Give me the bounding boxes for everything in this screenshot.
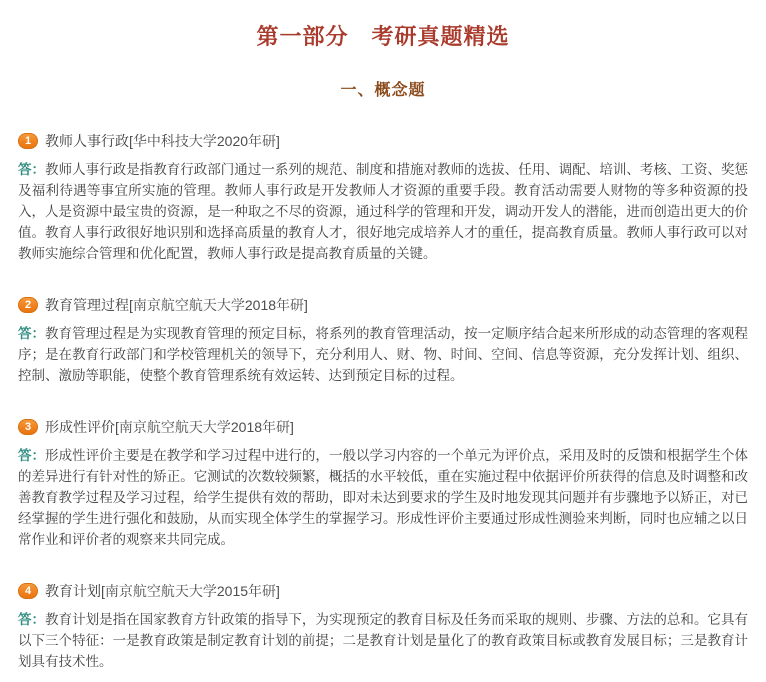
answer-label: 答： <box>18 448 46 463</box>
question-source: [南京航空航天大学2015年研] <box>101 583 280 599</box>
question-item-1 <box>18 132 748 264</box>
question-header <box>18 418 748 436</box>
question-number-badge: 1 <box>18 133 38 149</box>
answer-paragraph <box>18 323 748 386</box>
answer-text: 教育计划是指在国家教育方针政策的指导下，为实现预定的教育目标及任务而采取的规则、步骤、方法的总和。它具有以下三个特征：一是教育政策是制定教育计划的前提；二是教育计划是量化了的教育政策目标或教育发展目标；三是教育计划具有技术性。 <box>18 612 749 669</box>
question-title-line <box>45 582 280 600</box>
question-title: 形成性评价 <box>45 419 115 435</box>
question-header <box>18 296 748 314</box>
section-title: 一、概念题 <box>340 82 426 99</box>
question-number-badge: 2 <box>18 297 38 313</box>
answer-label: 答： <box>18 612 46 627</box>
question-title-line <box>45 296 308 314</box>
answer-paragraph <box>18 445 748 550</box>
answer-label: 答： <box>18 326 46 341</box>
answer-paragraph <box>18 609 748 672</box>
question-title: 教育计划 <box>45 583 101 599</box>
question-title: 教育管理过程 <box>45 297 129 313</box>
question-title: 教师人事行政 <box>45 133 129 149</box>
question-header <box>18 132 748 150</box>
answer-paragraph <box>18 159 748 264</box>
question-number-badge: 4 <box>18 583 38 599</box>
question-header <box>18 582 748 600</box>
part-title: 第一部分 考研真题精选 <box>256 24 510 49</box>
question-source: [南京航空航天大学2018年研] <box>115 419 294 435</box>
question-source: [华中科技大学2020年研] <box>129 133 280 149</box>
answer-text: 教师人事行政是指教育行政部门通过一系列的规范、制度和措施对教师的选拔、任用、调配、培训、考核、工资、奖惩及福利待遇等事宜所实施的管理。教师人事行政是开发教师人才资源的重要手段。教育活动需要人财物的等多种资源的投入，人是资源中最宝贵的资源，是一种取之不尽的资源，通过科学的管理和开发，调动开发人的潜能，进而创造出更大的价值。教育人事行政很好地识别和选择高质量的教育人才，很好地完成培养人才的重任，提高教育质量。教师人事行政可以对教师实施综合管理和优化配置，教师人事行政是提高教育质量的关键。 <box>18 162 749 261</box>
answer-text: 形成性评价主要是在教学和学习过程中进行的，一般以学习内容的一个单元为评价点，采用及时的反馈和根据学生个体的差异进行有针对性的矫正。它测试的次数较频繁，概括的水平较低，重在实施过程中依据评价所获得的信息及时调整和改善教育教学过程及学习过程，给学生提供有效的帮助，即对未达到要求的学生及时地发现其问题并有步骤地予以矫正，对已经掌握的学生进行强化和鼓励，从而实现全体学生的掌握学习。形成性评价主要通过形成性测验来判断，同时也应辅之以日常作业和评价者的观察来共同完成。 <box>18 448 749 547</box>
question-number-badge: 3 <box>18 419 38 435</box>
question-title-line <box>45 132 280 150</box>
question-item-4 <box>18 582 748 672</box>
question-item-2 <box>18 296 748 386</box>
answer-text: 教育管理过程是为实现教育管理的预定目标，将系列的教育管理活动，按一定顺序结合起来所形成的动态管理的客观程序；是在教育行政部门和学校管理机关的领导下，充分利用人、财、物、时间、空间、信息等资源，充分发挥计划、组织、控制、激励等职能，使整个教育管理系统有效运转、达到预定目标的过程。 <box>18 326 749 383</box>
question-source: [南京航空航天大学2018年研] <box>129 297 308 313</box>
question-title-line <box>45 418 294 436</box>
answer-label: 答： <box>18 162 46 177</box>
question-item-3 <box>18 418 748 550</box>
